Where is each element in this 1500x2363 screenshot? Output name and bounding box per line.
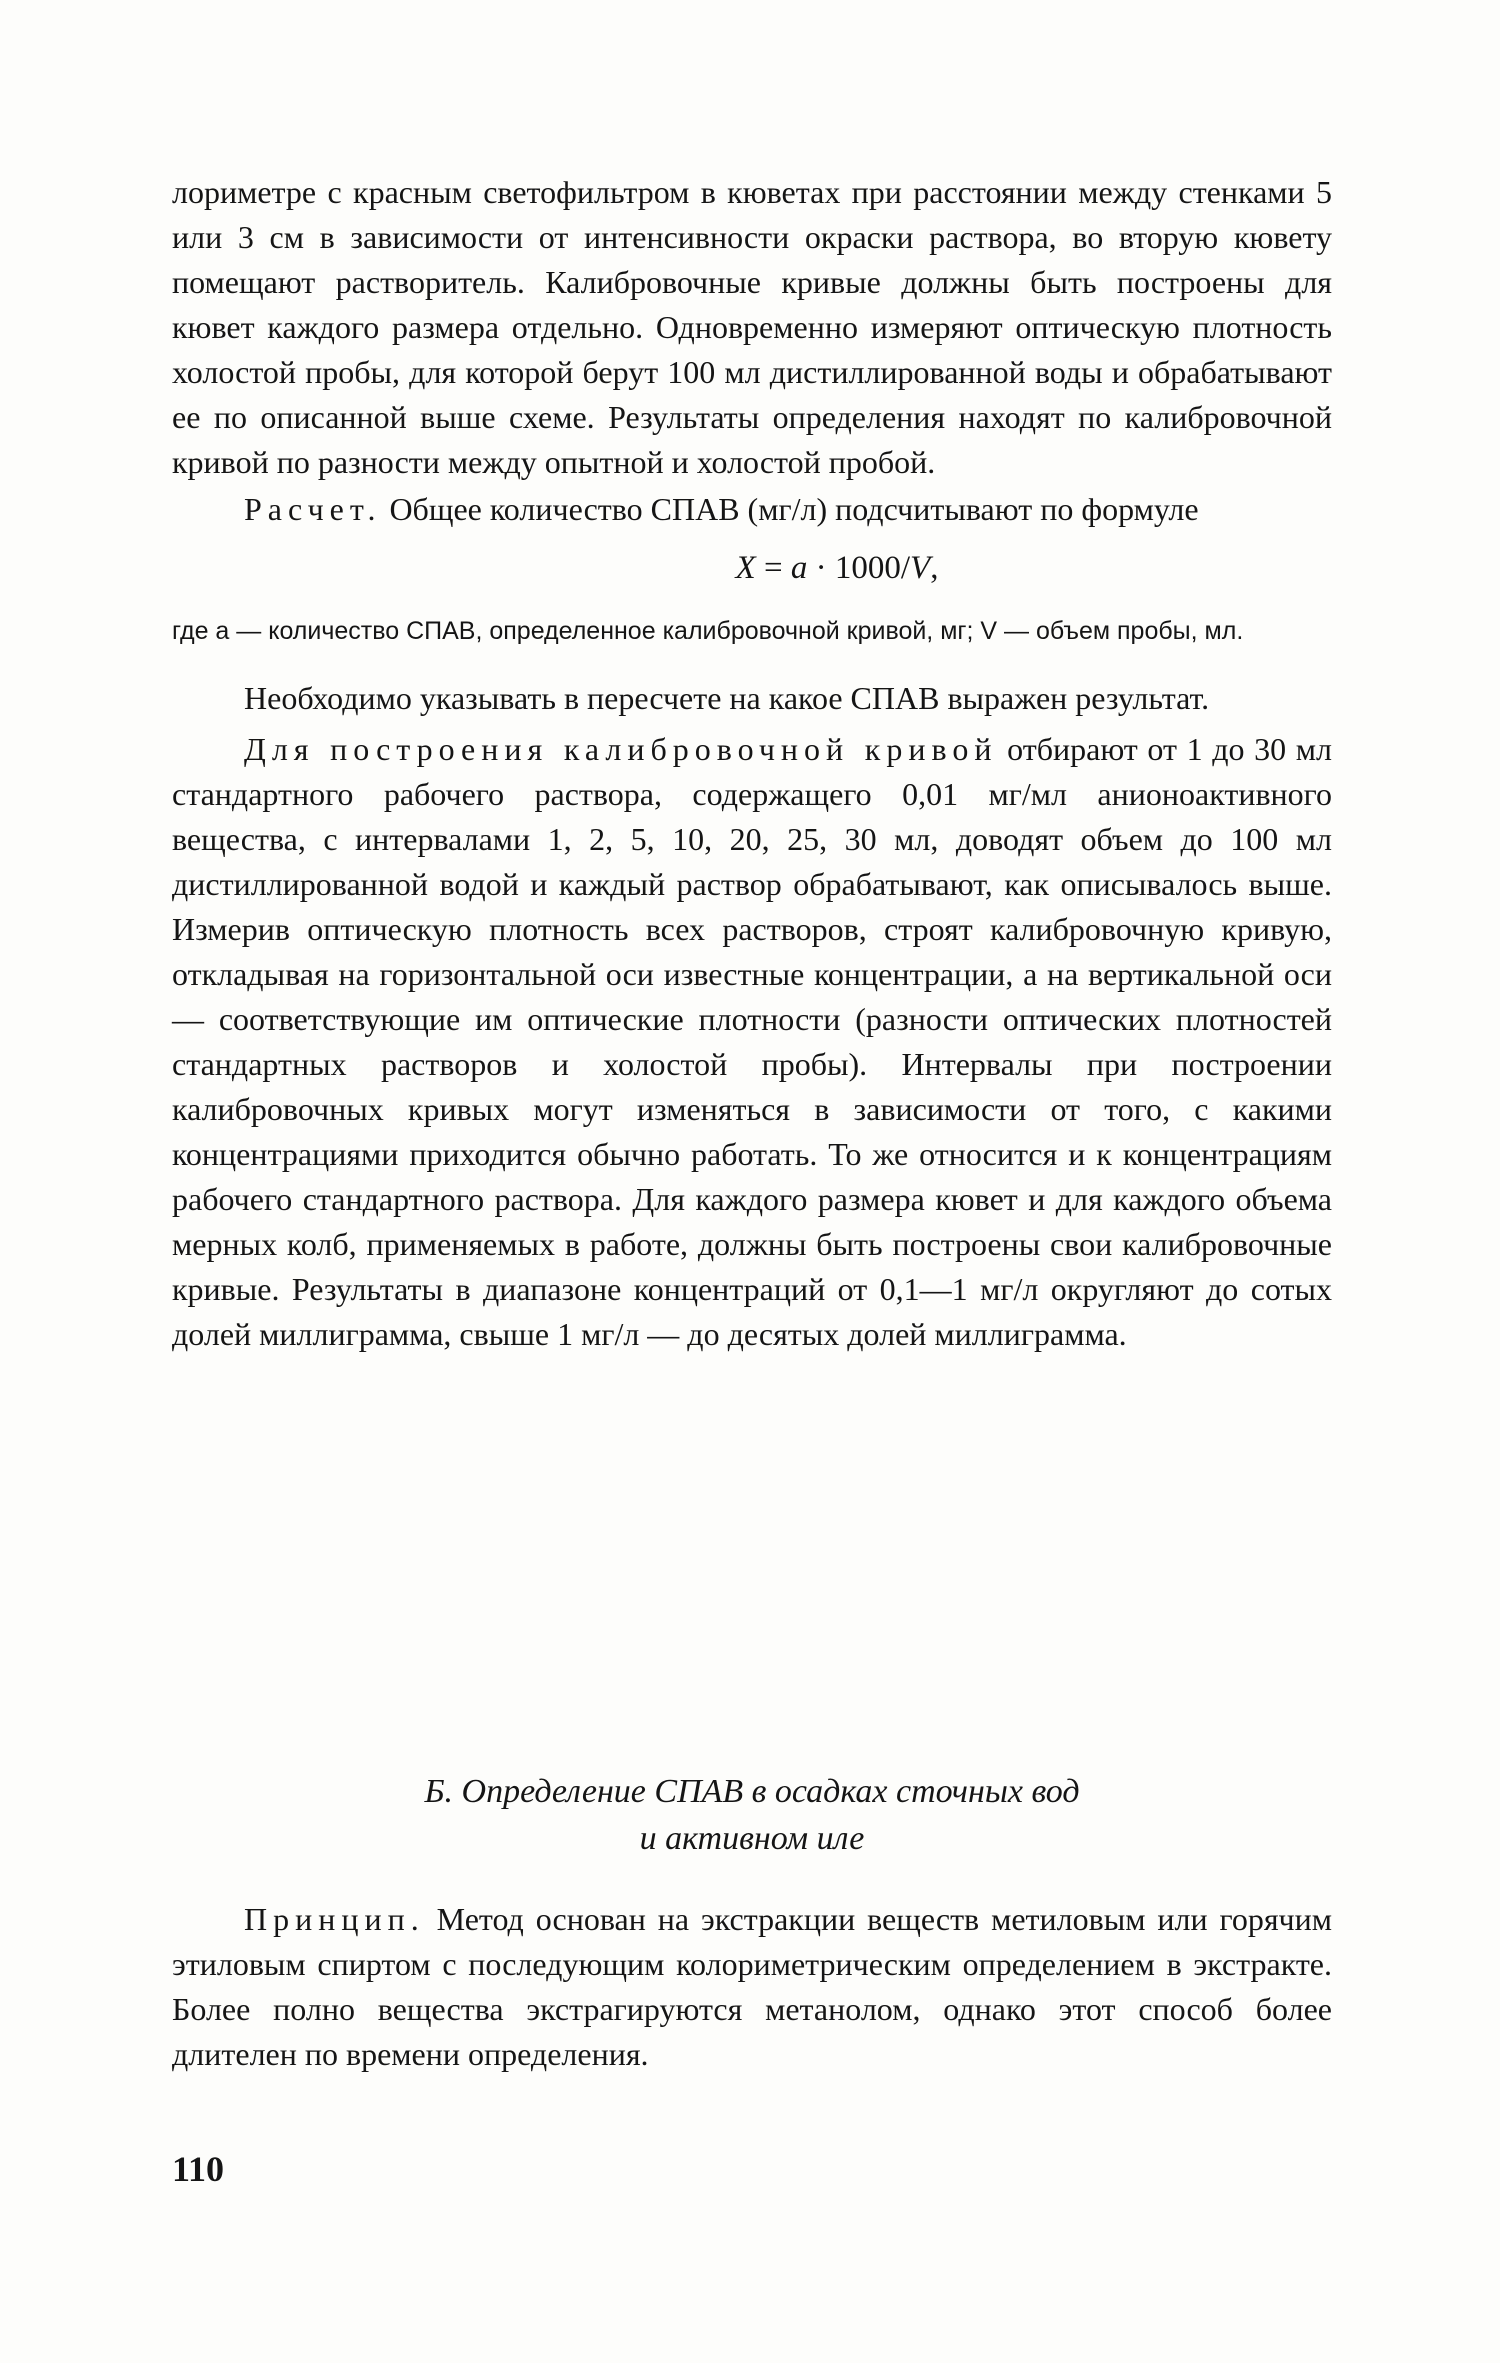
- formula-rest: · 1000/: [807, 550, 911, 586]
- paragraph-calculation: [172, 487, 1332, 532]
- formula-note: где a — количество СПАВ, определенное калибровочной кривой, мг; V — объем пробы, мл.: [172, 617, 1244, 645]
- text-block-top: [172, 170, 1332, 1357]
- paragraph-result-units: Необходимо указывать в пересчете на какое СПАВ выражен результат.: [244, 680, 1210, 716]
- formula-v: V: [910, 550, 931, 586]
- formula-eq: =: [755, 550, 791, 586]
- paragraph-principle: [172, 1897, 1332, 2077]
- section-heading: [172, 1768, 1332, 1862]
- page-number: 110: [172, 2149, 225, 2189]
- section-heading-line-2: и активном иле: [639, 1820, 865, 1857]
- principle-text: Метод основан на экстракции веществ метиловым или горячим этиловым спиртом с последующим колориметрическим определением в экстракте. Более полно вещества экстрагируются метанолом, однако этот способ более длителен по времени определения.: [172, 1901, 1333, 2072]
- calibration-label: Для построения калибровочной кривой: [244, 731, 998, 767]
- formula-x: X: [735, 550, 756, 586]
- calculation-label: Расчет.: [244, 491, 382, 527]
- calculation-text: Общее количество СПАВ (мг/л) подсчитывают по формуле: [389, 491, 1199, 527]
- paragraph-calibration: [172, 727, 1332, 1357]
- paragraph-continuation: лориметре с красным светофильтром в кюветах при расстоянии между стенками 5 или 3 см в зависимости от интенсивности окраски раствора, во вторую кювету помещают растворитель. Калибровочные кривые должны быть построены для кювет каждого размера отдельно. Одновременно измеряют оптическую плотность холостой пробы, для которой берут 100 мл дистиллированной воды и обрабатывают ее по описанной выше схеме. Результаты определения находят по калибровочной кривой по разности между опытной и холостой пробой.: [172, 174, 1332, 480]
- formula-end: ,: [930, 550, 939, 586]
- formula-a: a: [790, 550, 808, 586]
- section-heading-line-1: Б. Определение СПАВ в осадках сточных вод: [424, 1773, 1080, 1810]
- formula: [172, 546, 1332, 591]
- principle-label: Принцип.: [244, 1901, 425, 1937]
- text-block-principle: [172, 1897, 1332, 2077]
- calibration-text: отбирают от 1 до 30 мл стандартного рабочего раствора, содержащего 0,01 мг/мл анионоактивного вещества, с интервалами 1, 2, 5, 10, 20, 25, 30 мл, доводят объем до 100 мл дистиллированной водой и каждый раствор обрабатывают, как описывалось выше. Измерив оптическую плотность всех растворов, строят калибровочную кривую, откладывая на горизонтальной оси известные концентрации, а на вертикальной оси — соответствующие им оптические плотности (разности оптических плотностей стандартных растворов и холостой пробы). Интервалы при построении калибровочных кривых могут изменяться в зависимости от того, с какими концентрациями приходится обычно работать. То же относится и к концентрациям рабочего стандартного раствора. Для каждого размера кювет и для каждого объема мерных колб, применяемых в работе, должны быть построены свои калибровочные кривые. Результаты в диапазоне концентраций от 0,1—1 мг/л округляют до сотых долей миллиграмма, свыше 1 мг/л — до десятых долей миллиграмма.: [172, 731, 1333, 1352]
